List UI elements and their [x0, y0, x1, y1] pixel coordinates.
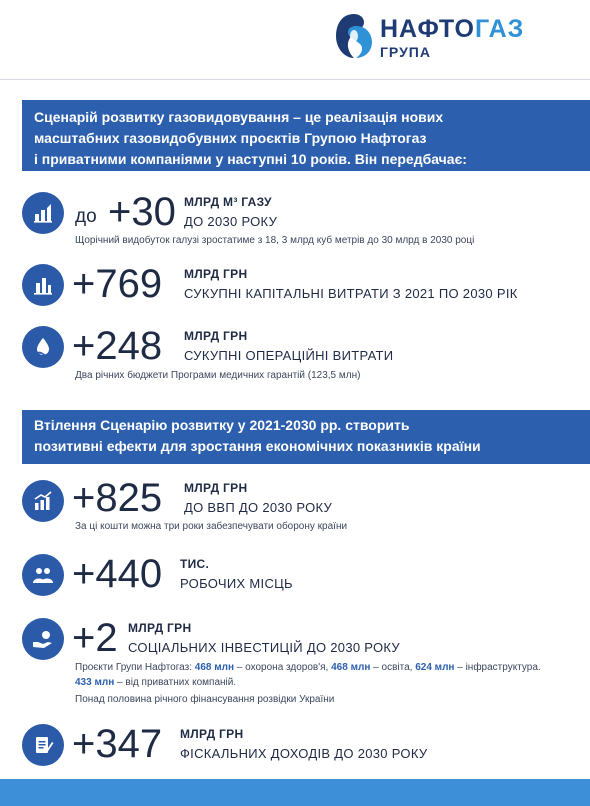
- stat-gdp: [22, 476, 590, 536]
- note-text: – освіта,: [370, 662, 416, 673]
- section1-line-2: масштабних газовидобувних проєктів Групою Нафтогаз: [34, 130, 427, 146]
- stat-note: За ці кошти можна три роки забезпечувати оборону країни: [75, 521, 348, 532]
- stat-jobs: [22, 552, 590, 598]
- naftogaz-flame-logo-icon: [334, 12, 374, 60]
- section1-banner: [22, 100, 590, 171]
- stat-caption: ФІСКАЛЬНИХ ДОХОДІВ ДО 2030 РОКУ: [180, 746, 428, 761]
- header: [0, 0, 590, 80]
- stat-number: +2: [72, 616, 118, 660]
- stat-prefix: до: [75, 206, 97, 227]
- stat-caption: СУКУПНІ ОПЕРАЦІЙНІ ВИТРАТИ: [184, 348, 394, 363]
- note-value: 624 млн: [415, 662, 455, 673]
- section2-banner: [22, 410, 590, 464]
- stat-caption: СОЦІАЛЬНИХ ІНВЕСТИЦІЙ ДО 2030 РОКУ: [128, 640, 400, 655]
- stat-social-investments: [22, 616, 590, 712]
- fiscal-revenue-icon: [22, 724, 64, 766]
- note-text: Проєкти Групи Нафтогаз:: [75, 662, 195, 673]
- stat-note-exploration: Понад половина річного фінансування розвідки України: [75, 694, 335, 705]
- stat-note: Два річних бюджети Програми медичних гарантій (123,5 млн): [75, 370, 361, 381]
- stat-caption: СУКУПНІ КАПІТАЛЬНІ ВИТРАТИ З 2021 ПО 2030 РІК: [184, 286, 518, 301]
- note-text: – охорона здоров'я,: [234, 662, 332, 673]
- stat-number: +248: [72, 324, 163, 368]
- stat-operating-expenditure: [22, 324, 590, 384]
- note-value: 468 млн: [331, 662, 371, 673]
- stat-unit: МЛРД М³ ГАЗУ: [184, 195, 272, 209]
- social-investment-icon: [22, 618, 64, 660]
- section2-line-1: Втілення Сценарію розвитку у 2021-2030 рр. створить: [34, 417, 410, 433]
- stat-unit: МЛРД ГРН: [180, 727, 244, 741]
- note-text: – від приватних компаній.: [114, 677, 237, 688]
- section1-line-3: і приватними компаніями у наступні 10 років. Він передбачає:: [34, 151, 467, 167]
- stat-unit: МЛРД ГРН: [184, 481, 248, 495]
- stat-number: +347: [72, 722, 163, 766]
- stat-note-projects: [75, 662, 541, 673]
- brand-logo[interactable]: [334, 12, 524, 60]
- stat-gas-production: [22, 186, 590, 246]
- operating-costs-icon: [22, 326, 64, 368]
- stat-caption: РОБОЧИХ МІСЦЬ: [180, 576, 293, 591]
- note-value: 468 млн: [194, 662, 235, 673]
- stat-caption: ДО 2030 РОКУ: [184, 214, 278, 229]
- brand-name: [380, 16, 524, 43]
- stat-unit: ТИС.: [180, 557, 210, 571]
- stat-capital-expenditure: [22, 262, 590, 308]
- stat-number: +769: [72, 262, 163, 306]
- stat-unit: МЛРД ГРН: [184, 267, 248, 281]
- stat-note: Щорічний видобуток галузі зростатиме з 18, 3 млрд куб метрів до 30 млрд в 2030 році: [75, 235, 475, 246]
- stat-number: +440: [72, 552, 163, 596]
- stat-note-private: [75, 677, 236, 688]
- stat-fiscal-revenue: [22, 722, 590, 768]
- jobs-icon: [22, 554, 64, 596]
- capital-investment-icon: [22, 264, 64, 306]
- stat-caption: ДО ВВП ДО 2030 РОКУ: [184, 500, 333, 515]
- gas-production-icon: [22, 192, 64, 234]
- brand-subtitle: ГРУПА: [380, 44, 431, 60]
- section1-line-1: Сценарій розвитку газовидовування – це реалізація нових: [34, 109, 444, 125]
- footer-bar: [0, 779, 590, 806]
- gdp-growth-icon: [22, 480, 64, 522]
- section2-line-2: позитивні ефекти для зростання економічних показників країни: [34, 438, 481, 454]
- brand-text: [380, 16, 524, 60]
- stat-number: +30: [108, 190, 176, 234]
- stat-unit: МЛРД ГРН: [184, 329, 248, 343]
- brand-name-part2: ГАЗ: [474, 15, 525, 43]
- stat-number: +825: [72, 476, 163, 520]
- stat-unit: МЛРД ГРН: [128, 621, 192, 635]
- header-divider: [0, 79, 590, 80]
- note-text: – інфраструктура.: [454, 662, 541, 673]
- note-value: 433 млн: [75, 677, 115, 688]
- brand-name-part1: НАФТО: [380, 15, 475, 43]
